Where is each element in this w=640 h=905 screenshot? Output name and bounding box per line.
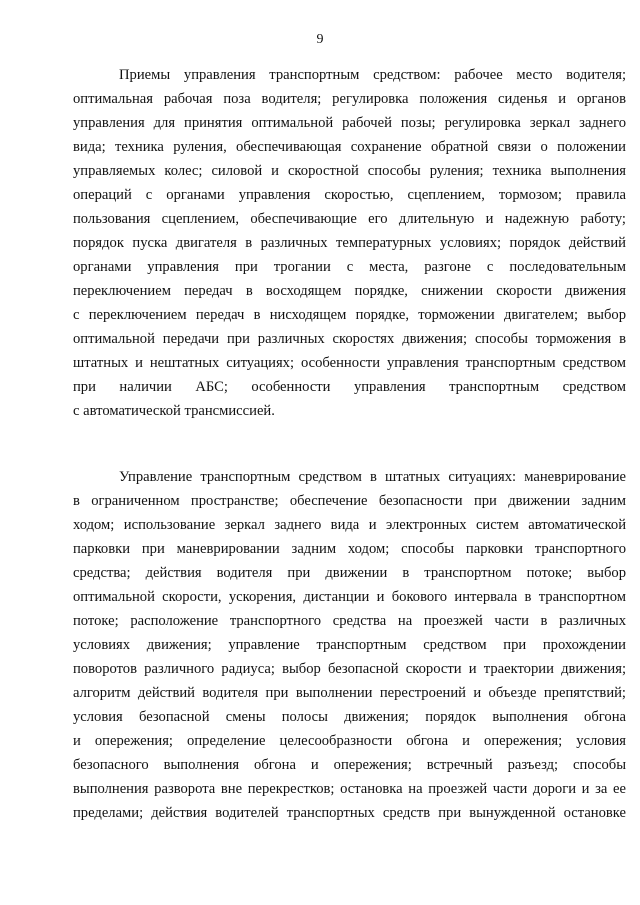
paragraph-line: средства; действия водителя при движении в транспортном потоке; выбор <box>73 565 626 581</box>
paragraph-line: оптимальной скорости, ускорения, дистанции и бокового интервала в транспортном <box>73 589 626 605</box>
paragraph-line: оптимальной передачи при различных скоростях движения; способы торможения в <box>73 331 626 347</box>
paragraph-line: порядок пуска двигателя в различных температурных условиях; порядок действий <box>73 235 626 251</box>
page-number: 9 <box>316 32 324 47</box>
paragraph-line: Управление транспортным средством в штатных ситуациях: маневрирование <box>119 469 626 485</box>
paragraph-line: и опережения; определение целесообразности обгона и опережения; условия <box>73 733 626 749</box>
paragraph-normal-situations <box>73 465 626 825</box>
paragraph-line: с переключением передач в нисходящем порядке, торможении двигателем; выбор <box>73 307 626 323</box>
paragraph-line: ходом; использование зеркал заднего вида и электронных систем автоматической <box>73 517 626 533</box>
paragraph-line: Приемы управления транспортным средством: рабочее место водителя; <box>119 67 626 83</box>
paragraph-line: безопасного выполнения обгона и опережения; встречный разъезд; способы <box>73 757 626 773</box>
paragraph-line: пользования сцеплением, обеспечивающие его длительную и надежную работу; <box>73 211 626 227</box>
paragraph-line: пределами; действия водителей транспортных средств при вынужденной остановке <box>73 805 626 821</box>
paragraph-line: выполнения разворота вне перекрестков; остановка на проезжей части дороги и за ее <box>73 781 626 797</box>
paragraph-line: при наличии АБС; особенности управления транспортным средством <box>73 379 626 395</box>
paragraph-line: управляемых колес; силовой и скоростной способы руления; техника выполнения <box>73 163 626 179</box>
paragraph-line: алгоритм действий водителя при выполнении перестроений и объезде препятствий; <box>73 685 626 701</box>
paragraph-vehicle-control-techniques <box>73 63 626 423</box>
paragraph-line: органами управления при трогании с места, разгоне с последовательным <box>73 259 626 275</box>
paragraph-line: условиях движения; управление транспортным средством при прохождении <box>73 637 626 653</box>
paragraph-line: оптимальная рабочая поза водителя; регулировка положения сиденья и органов <box>73 91 626 107</box>
paragraph-line: парковки при маневрировании задним ходом; способы парковки транспортного <box>73 541 626 557</box>
paragraph-line: управления для принятия оптимальной рабочей позы; регулировка зеркал заднего <box>73 115 626 131</box>
paragraph-line: поворотов различного радиуса; выбор безопасной скорости и траектории движения; <box>73 661 626 677</box>
paragraph-line: операций с органами управления скоростью, сцеплением, тормозом; правила <box>73 187 626 203</box>
paragraph-line: вида; техника руления, обеспечивающая сохранение обратной связи о положении <box>73 139 626 155</box>
paragraph-line: переключением передач в восходящем порядке, снижении скорости движения <box>73 283 626 299</box>
paragraph-line: с автоматической трансмиссией. <box>73 403 275 419</box>
paragraph-line: условия безопасной смены полосы движения; порядок выполнения обгона <box>73 709 626 725</box>
paragraph-line: потоке; расположение транспортного средства на проезжей части в различных <box>73 613 626 629</box>
paragraph-line: в ограниченном пространстве; обеспечение безопасности при движении задним <box>73 493 626 509</box>
paragraph-line: штатных и нештатных ситуациях; особенности управления транспортным средством <box>73 355 626 371</box>
